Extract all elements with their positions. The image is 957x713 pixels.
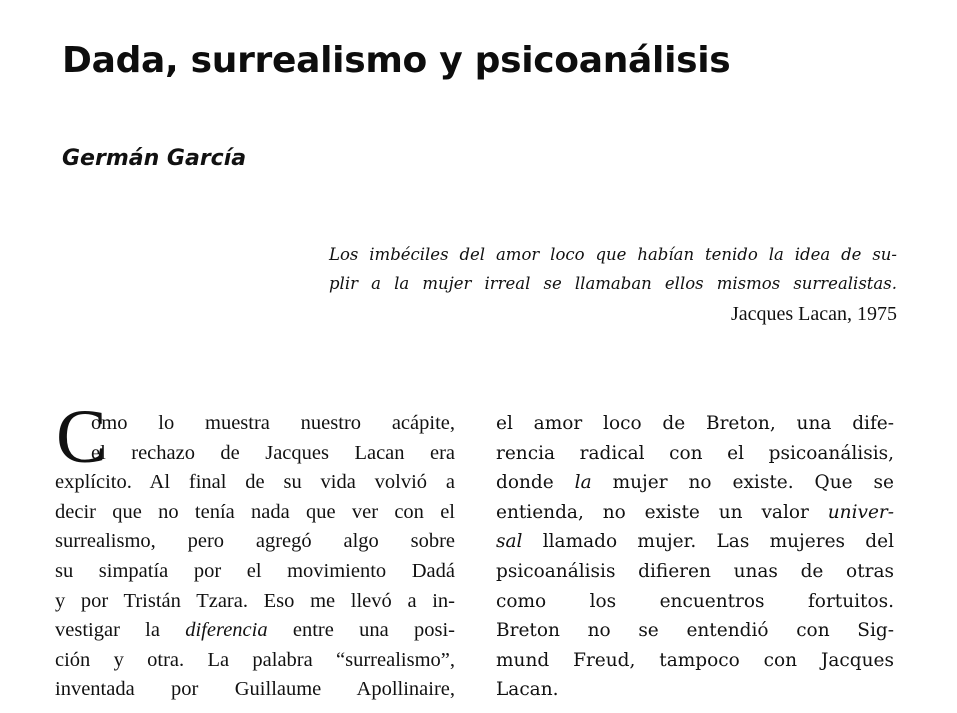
body-line: ción y otra. La palabra “surrealismo”,: [55, 648, 455, 671]
body-text: entre una posi-: [267, 619, 455, 642]
body-emphasis: univer-: [827, 501, 894, 523]
body-line: [496, 527, 894, 557]
article-author: Germán García: [62, 146, 247, 171]
body-line: [496, 468, 894, 498]
body-line: el amor loco de Breton, una dife-: [496, 413, 894, 434]
body-line: decir que no tenía nada que ver con el: [55, 500, 455, 523]
body-line: Lacan.: [496, 679, 559, 701]
body-line: mund Freud, tampoco con Jacques: [496, 649, 894, 671]
body-line: surrealismo, pero agregó algo sobre: [55, 530, 455, 553]
body-line: psicoanálisis difieren unas de otras: [496, 560, 894, 582]
body-line: [55, 616, 455, 646]
body-text: entienda, no existe un valor: [496, 501, 828, 523]
body-line: [496, 498, 894, 528]
body-text: mujer no existe. Que se: [591, 472, 894, 494]
body-emphasis: la: [574, 472, 592, 494]
body-line: explícito. Al final de su vida volvió a: [55, 471, 455, 494]
epigraph-line: Los imbéciles del amor loco que habían tenido la idea de su-: [329, 245, 897, 264]
epigraph-line: plir a la mujer irreal se llamaban ellos mismos surrealistas.: [329, 274, 897, 293]
epigraph-attribution: Jacques Lacan, 1975: [730, 303, 897, 325]
body-line: el rechazo de Jacques Lacan era: [91, 441, 455, 464]
body-line: su simpatía por el movimiento Dadá: [55, 559, 455, 582]
epigraph: [329, 240, 897, 298]
body-text: donde: [496, 472, 575, 494]
body-column-left: [55, 409, 455, 705]
body-line: inventada por Guillaume Apollinaire,: [55, 678, 455, 701]
body-line: rencia radical con el psicoanálisis,: [496, 442, 894, 464]
drop-cap: C: [56, 395, 107, 479]
body-column-right: [496, 409, 894, 705]
body-text: llamado mujer. Las mujeres del: [522, 531, 894, 553]
article-title: Dada, surrealismo y psicoanálisis: [62, 40, 731, 81]
body-line: y por Tristán Tzara. Eso me llevó a in-: [55, 589, 455, 612]
body-line: como los encuentros fortuitos.: [496, 590, 894, 612]
body-line: omo lo muestra nuestro acápite,: [91, 412, 455, 434]
body-emphasis: sal: [496, 531, 523, 553]
body-emphasis: diferencia: [185, 619, 268, 642]
body-line: Breton no se entendió con Sig-: [496, 620, 894, 642]
body-text: vestigar la: [55, 619, 186, 642]
